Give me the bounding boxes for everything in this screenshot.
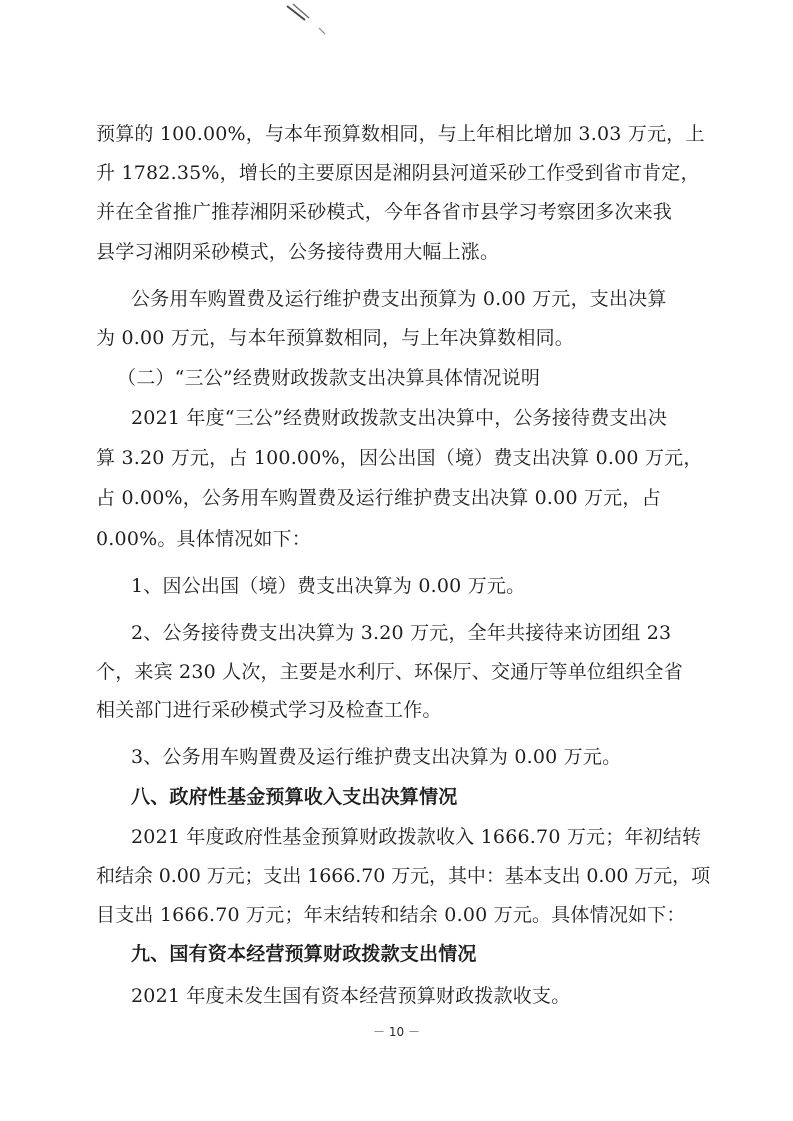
list-item: 2、公务接待费支出决算为 3.20 万元，全年共接待来访团组 23 bbox=[131, 622, 672, 644]
paragraph-line: 目支出 1666.70 万元；年末结转和结余 0.00 万元。具体情况如下： bbox=[96, 904, 686, 926]
paragraph-line: 公务用车购置费及运行维护费支出预算为 0.00 万元，支出决算 bbox=[131, 288, 667, 310]
paragraph-line: 2021 年度未发生国有资本经营预算财政拨款收支。 bbox=[131, 985, 571, 1007]
paragraph-line: 2021 年度政府性基金预算财政拨款收入 1666.70 万元；年初结转 bbox=[131, 826, 702, 848]
paragraph-line: 算 3.20 万元，占 100.00%，因公出国（境）费支出决算 0.00 万元， bbox=[96, 447, 703, 469]
paragraph-line: 预算的 100.00%，与本年预算数相同，与上年相比增加 3.03 万元，上 bbox=[96, 123, 705, 145]
paragraph-line: 并在全省推广推荐湘阴采砂模式，今年各省市县学习考察团多次来我 bbox=[96, 201, 673, 223]
paragraph-line: 0.00%。具体情况如下： bbox=[96, 528, 311, 550]
paragraph-line: 2021 年度“三公”经费财政拨款支出决算中，公务接待费支出决 bbox=[131, 407, 668, 429]
section-heading: 八、政府性基金预算收入支出决算情况 bbox=[131, 786, 458, 808]
list-item: 1、因公出国（境）费支出决算为 0.00 万元。 bbox=[131, 575, 526, 597]
page-number: － 10 － bbox=[373, 1025, 420, 1039]
paragraph-line: 为 0.00 万元，与本年预算数相同，与上年决算数相同。 bbox=[96, 327, 574, 349]
paragraph-line: 个，来宾 230 人次，主要是水利厅、环保厅、交通厅等单位组织全省 bbox=[96, 661, 683, 683]
paragraph-line: 县学习湘阴采砂模式，公务接待费用大幅上涨。 bbox=[96, 241, 500, 263]
paragraph-line: 相关部门进行采砂模式学习及检查工作。 bbox=[96, 699, 442, 721]
section-heading: 九、国有资本经营预算财政拨款支出情况 bbox=[131, 943, 477, 965]
scan-mark-icon bbox=[283, 2, 333, 38]
paragraph-line: 升 1782.35%，增长的主要原因是湘阴县河道采砂工作受到省市肯定， bbox=[96, 162, 700, 184]
section-subheading: （二）“三公”经费财政拨款支出决算具体情况说明 bbox=[117, 367, 541, 389]
paragraph-line: 占 0.00%，公务用车购置费及运行维护费支出决算 0.00 万元，占 bbox=[96, 487, 661, 509]
list-item: 3、公务用车购置费及运行维护费支出决算为 0.00 万元。 bbox=[131, 746, 622, 768]
paragraph-line: 和结余 0.00 万元；支出 1666.70 万元，其中：基本支出 0.00 万元，项 bbox=[96, 865, 711, 887]
